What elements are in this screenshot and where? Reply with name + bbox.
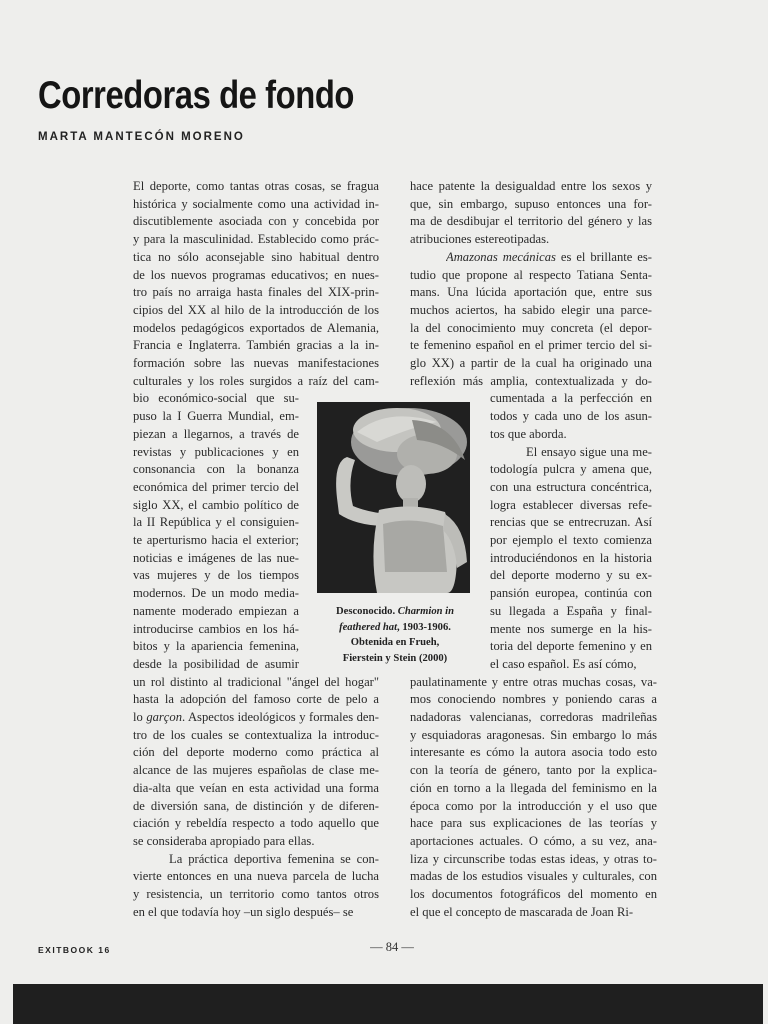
article-title: Corredoras de fondo [38, 74, 355, 117]
text-line: se consideraba apropiado para ellas. [133, 833, 315, 848]
text-line: económica del primer tercio del [133, 479, 299, 494]
text-line: hace patente la desigualdad entre los sexos y [410, 179, 652, 193]
text-line: tudio que propone al respecto Tatiana Senta- [410, 267, 652, 282]
text-line: introducirse cambios en los há- [133, 621, 299, 636]
text-line: paulatinamente y entre otras muchas cosas, va- [410, 674, 657, 689]
text-line: tro de los cuales se contextualiza la introduc- [133, 727, 379, 742]
article-author: MARTA MANTECÓN MORENO [38, 131, 245, 143]
text-line: toria del deporte femenino y en [490, 639, 652, 654]
text-line: lo garçon. Aspectos ideológicos y formales den- [133, 710, 379, 724]
text-line: época como por la introducción y el uso que [410, 798, 657, 813]
text-line: desde la posibilidad de asumir [133, 656, 299, 671]
text-line: ciación y rebeldía respecto a todo aquello que [133, 816, 379, 831]
woman-feathered-hat-image [317, 402, 470, 593]
text-line: dia-alta que veían en esta actividad una forma [133, 780, 379, 795]
text-line: todos y cada uno de los asun- [490, 409, 652, 424]
text-line: logra establecer diversas refe- [490, 497, 652, 512]
text-line: reflexión más amplia, contextualizada y do- [410, 373, 652, 388]
text-line: con la teoría de género, tanto por la explica- [410, 763, 657, 778]
caption-line: Obtenida en Frueh, [350, 637, 440, 649]
text-line: pansión europea, continúa con [490, 586, 652, 601]
photo-caption [309, 604, 481, 666]
text-line: histórica y socialmente como una actividad in- [133, 196, 379, 211]
text-line: te femenino español en el primer tercio del si- [410, 338, 652, 353]
page-number: — 84 — [370, 940, 414, 954]
text-line: consonancia con la bonanza [133, 462, 299, 477]
text-line: y esquiadoras aragonesas. Sin embargo lo más [410, 727, 657, 742]
text-line: hace para sus explicaciones de las teorías y [410, 816, 657, 831]
text-line: mos conociendo nombres y poniendo caras a [410, 692, 657, 707]
text-line: rencias que se entrecruzan. Así [490, 515, 652, 530]
text-line: discutiblemente asociada con y concebida por [133, 214, 379, 229]
text-line: y para la masculinidad. Establecido como prác- [133, 232, 379, 247]
text-line: los documentos fotográficos del momento en [410, 887, 657, 901]
text-line: cipios del XX al hilo de la introducción de los [133, 302, 379, 317]
text-line: puso la I Guerra Mundial, em- [133, 409, 299, 424]
text-line: tro país no arraiga hasta finales del XIX-prin- [133, 285, 379, 300]
text-line: siglo XX, el cambio político de [133, 497, 299, 512]
caption-line: Fierstein y Stein (2000) [342, 652, 448, 664]
text-line: ma de desdibujar el territorio del género y las [410, 214, 652, 229]
text-line: mans. Una lúcida aportación que, entre sus [410, 285, 652, 300]
caption-line: feathered hat, 1903-1906. [339, 621, 451, 633]
text-line: mente nos sumerge en la his- [490, 621, 652, 636]
text-line: interesante es cómo la autora asocia todo esto [410, 745, 657, 760]
publication-name: EXITBOOK 16 [38, 945, 111, 955]
text-line: piezan a llegarnos, a través de [133, 426, 299, 441]
text-line: Amazonas mecánicas es el brillante es- [446, 249, 652, 264]
text-line: hasta la adopción del famoso corte de pelo a [133, 692, 379, 707]
text-line: que, sin embargo, supuso entonces una for- [410, 196, 652, 211]
text-line: vas mujeres y de los tiempos [133, 568, 299, 583]
text-line: ción en torno a la llegada del feminismo en la [410, 780, 657, 795]
text-line: el que el concepto de mascarada de Joan Ri- [410, 904, 634, 919]
text-line: vierte entonces en una nueva parcela de lucha [133, 869, 379, 884]
text-line: bitos y la apariencia femenina, [133, 639, 299, 654]
text-line: bio económico-social que su- [133, 391, 299, 406]
text-line: la II República y el consiguien- [133, 515, 299, 530]
text-line: de los nuevos programas educativos; en nues- [133, 267, 379, 282]
text-line: con una estructura concéntrica, [490, 479, 652, 494]
text-line: modernos. De un modo media- [133, 586, 299, 601]
text-line: alcance de las mujeres españolas de clase me- [133, 763, 379, 778]
article-photo [317, 402, 470, 593]
text-line: muchos aciertos, ha sabido elegir una parce- [410, 302, 652, 317]
text-line: la del conocimiento muy concreta (el depor- [410, 320, 652, 335]
text-line: un rol distinto al tradicional "ángel del hogar" [133, 674, 379, 689]
text-line: tica no sólo aconsejable sino habitual dentro [133, 249, 379, 264]
text-line: en el que todavía hoy –un siglo después– se [133, 904, 354, 919]
text-line: el caso español. Es así cómo, [490, 656, 637, 671]
text-line: cumentada a la perfección en [490, 391, 652, 406]
text-line: La práctica deportiva femenina se con- [169, 851, 379, 866]
text-line: tos que aborda. [490, 426, 567, 441]
text-line: su llegada a España y final- [490, 603, 652, 618]
caption-line: Desconocido. Charmion in [335, 606, 455, 617]
text-line: modelos pedagógicos exportados de Alemania, [133, 320, 379, 335]
text-line: formación sobre las nuevas manifestaciones [133, 356, 379, 370]
text-line: atribuciones estereotipadas. [410, 232, 550, 247]
text-line: culturales y los roles surgidos a raíz del cam- [133, 373, 379, 388]
text-line: de diversión sana, de distinción y de diferen- [133, 798, 379, 813]
text-line: El ensayo sigue una me- [526, 444, 652, 459]
text-line: noticias e imágenes de las nue- [133, 550, 299, 565]
text-line: te aperturismo hacia el exterior; [133, 533, 299, 547]
text-line: ción del deporte moderno como práctica al [133, 745, 379, 760]
text-line: por ejemplo el texto comienza [490, 533, 652, 547]
text-line: Francia e Inglaterra. También gracias a la in- [133, 338, 379, 353]
text-line: madas de los estudios visuales y culturales, con [410, 869, 657, 884]
text-line: glo XX) a partir de la cual ha originado una [410, 356, 652, 370]
scan-edge-bar [13, 984, 763, 1024]
text-line: nadadoras valencianas, corredoras madrileñas [410, 710, 657, 724]
text-line: todología pulcra y amena que, [490, 462, 652, 477]
text-line: y resistencia, un territorio como tantos otros [133, 887, 379, 901]
text-line: introduciéndonos en la historia [490, 550, 652, 565]
text-line: del deporte moderno y su ex- [490, 568, 652, 583]
text-line: revistas y publicaciones y en [133, 444, 299, 459]
text-line: El deporte, como tantas otras cosas, se fragua [133, 179, 379, 193]
text-line: aportaciones actuales. O cómo, a su vez, ana- [410, 833, 657, 848]
text-line: namente moderado empiezan a [133, 603, 299, 618]
text-line: liza y circunscribe todas estas ideas, y otras to- [410, 851, 657, 866]
